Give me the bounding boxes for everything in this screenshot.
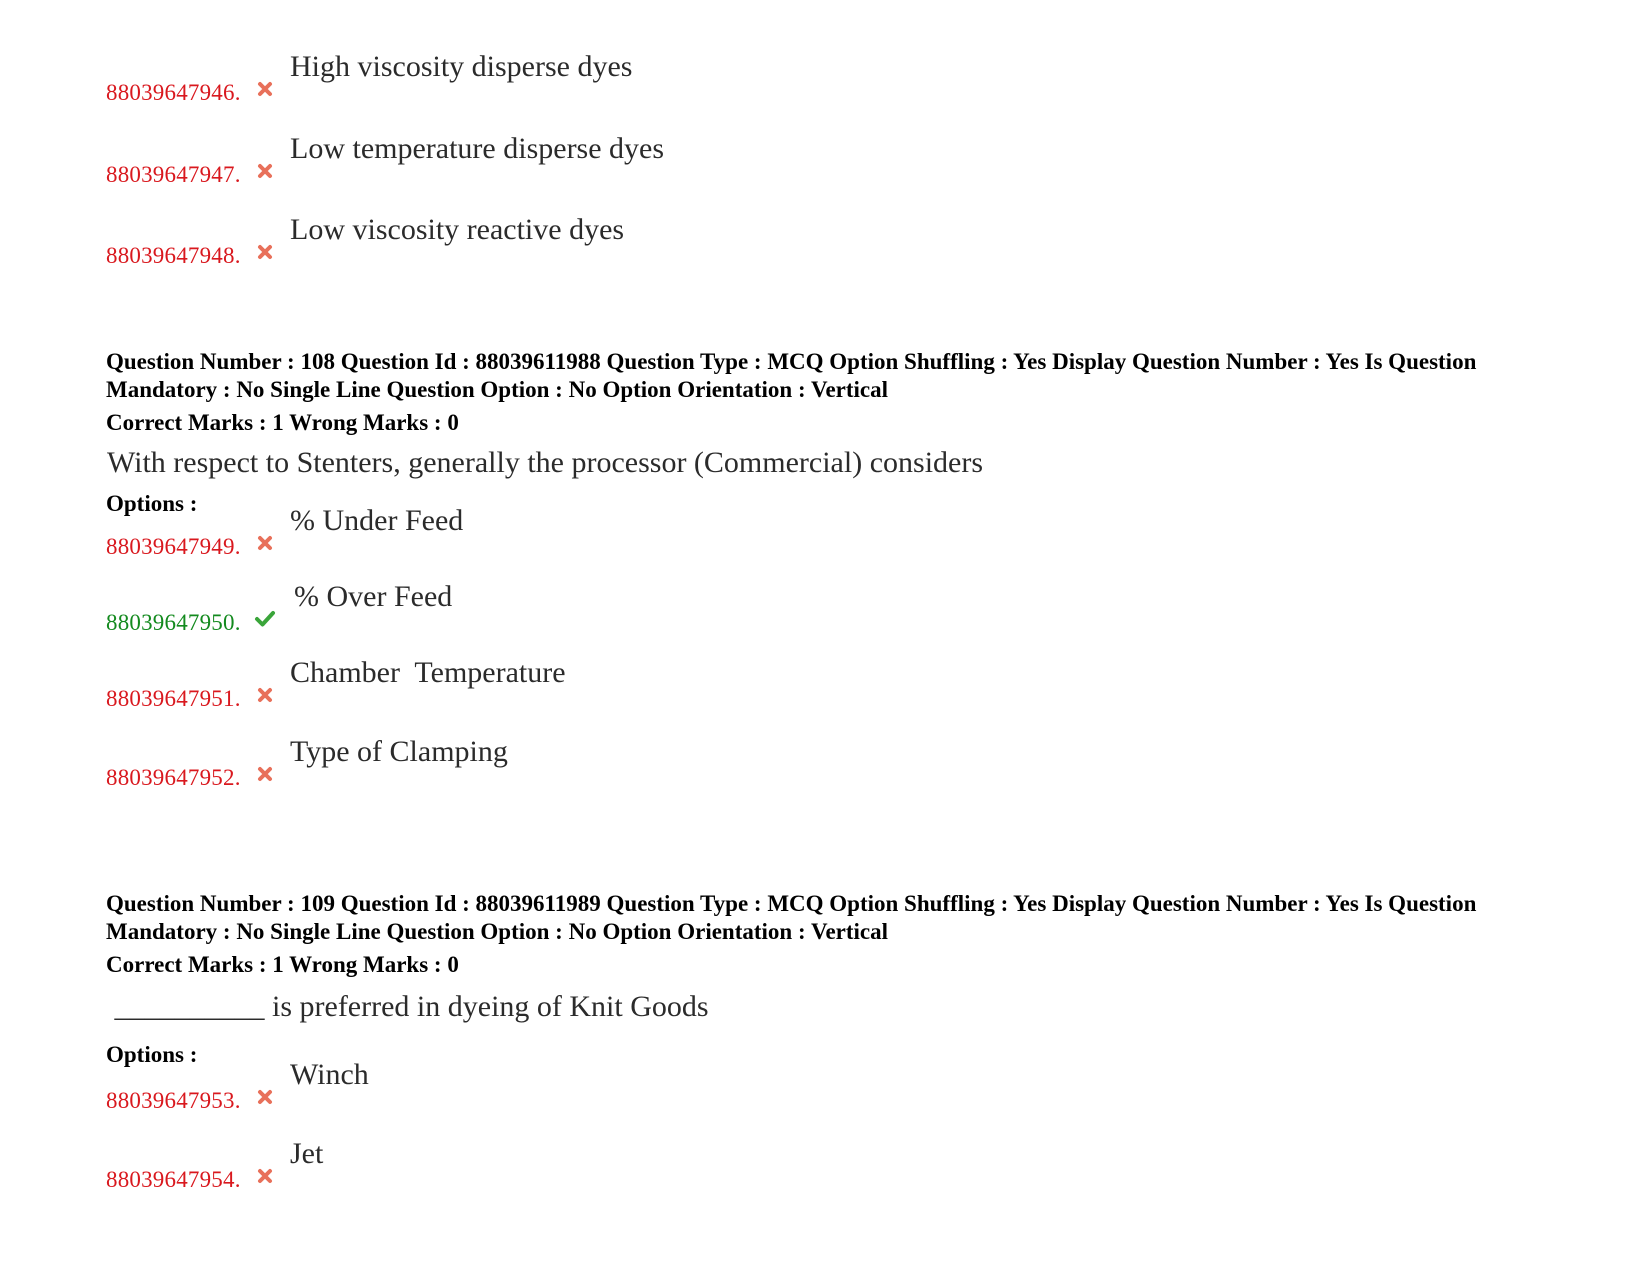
cross-icon <box>256 1167 274 1185</box>
option-text: Winch <box>290 1058 369 1091</box>
option-row <box>106 735 1506 795</box>
option-text: Low temperature disperse dyes <box>290 132 665 165</box>
option-row <box>106 1058 1506 1118</box>
option-id: 88039647951. <box>106 686 241 711</box>
option-row <box>106 656 1506 716</box>
option-row <box>106 213 1506 273</box>
option-text: High viscosity disperse dyes <box>290 50 633 83</box>
check-icon <box>254 610 276 628</box>
option-row-correct <box>106 580 1506 640</box>
option-row <box>106 132 1506 192</box>
option-text: Jet <box>290 1137 324 1170</box>
question-109-options-label: Options : <box>106 1042 198 1067</box>
question-108-text: With respect to Stenters, generally the processor (Commercial) considers <box>107 446 984 479</box>
option-id: 88039647946. <box>106 80 241 105</box>
option-text: % Over Feed <box>294 580 453 613</box>
option-text: Chamber Temperature <box>290 656 566 689</box>
cross-icon <box>256 686 274 704</box>
option-row <box>106 50 1506 110</box>
option-text: Low viscosity reactive dyes <box>290 213 625 246</box>
cross-icon <box>256 534 274 552</box>
cross-icon <box>256 162 274 180</box>
option-row <box>106 1137 1506 1197</box>
cross-icon <box>256 1088 274 1106</box>
question-108-meta: Question Number : 108 Question Id : 88039611988 Question Type : MCQ Option Shuffling : Yes Display Question Number : Yes Is Question Mandatory : No Single Line Question Option : No Option Orientation : Vertical <box>106 349 1477 402</box>
cross-icon <box>256 80 274 98</box>
option-id: 88039647949. <box>106 534 241 559</box>
option-text: Type of Clamping <box>290 735 508 768</box>
question-109-marks: Correct Marks : 1 Wrong Marks : 0 <box>106 952 459 977</box>
cross-icon <box>256 765 274 783</box>
option-id: 88039647953. <box>106 1088 241 1113</box>
question-108-marks: Correct Marks : 1 Wrong Marks : 0 <box>106 410 459 435</box>
option-id: 88039647947. <box>106 162 241 187</box>
question-109-text: __________ is preferred in dyeing of Knit Goods <box>107 990 709 1023</box>
option-id: 88039647954. <box>106 1167 241 1192</box>
option-row <box>106 504 1506 564</box>
option-id: 88039647948. <box>106 243 241 268</box>
question-108-options-label: Options : <box>106 491 198 516</box>
option-id: 88039647952. <box>106 765 241 790</box>
cross-icon <box>256 243 274 261</box>
option-text: % Under Feed <box>290 504 464 537</box>
option-id: 88039647950. <box>106 610 241 635</box>
question-109-meta: Question Number : 109 Question Id : 88039611989 Question Type : MCQ Option Shuffling : Yes Display Question Number : Yes Is Question Mandatory : No Single Line Question Option : No Option Orientation : Vertical <box>106 891 1477 944</box>
